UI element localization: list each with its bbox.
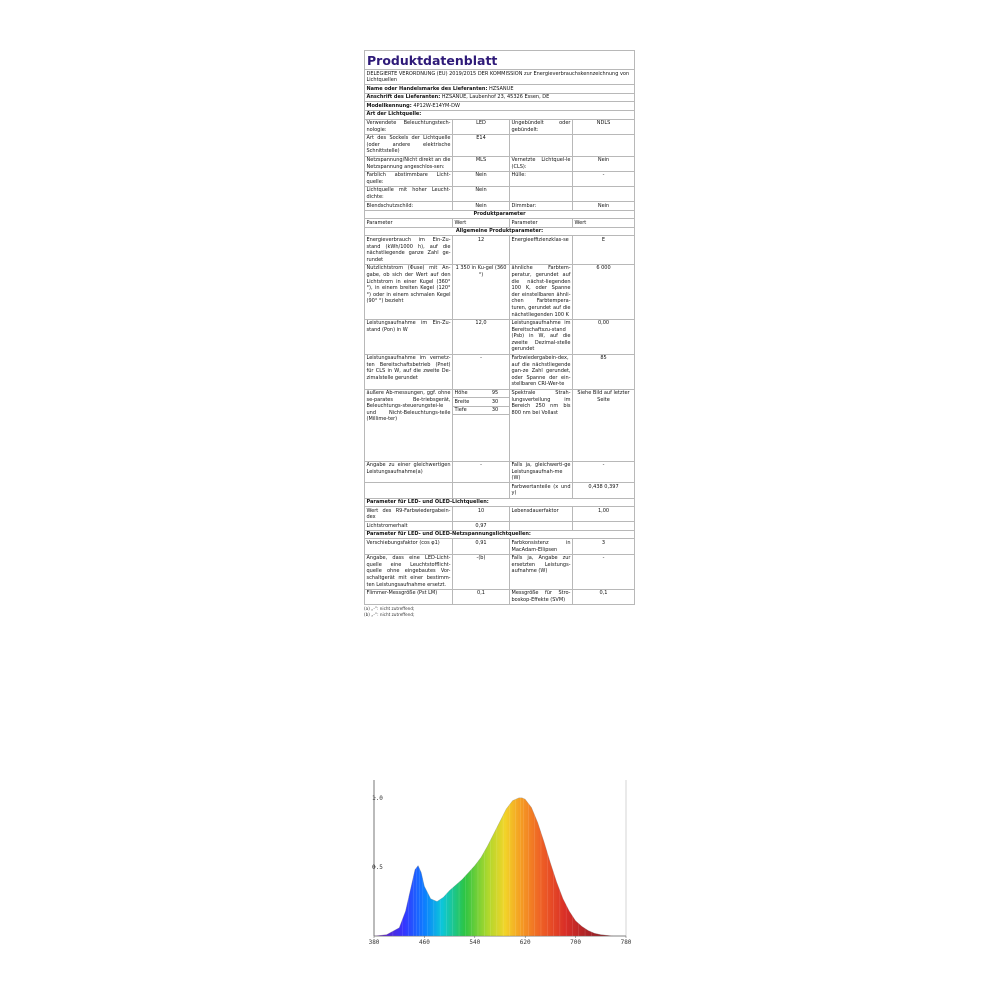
supplier-value: HZSANUE xyxy=(489,85,514,92)
param-label: Wert des R9-Farbwiedergabein-dex xyxy=(366,507,451,521)
regulation-text: DELEGIERTE VERORDNUNG (EU) 2019/2015 DER KOMMISSION zur Energieverbrauchskennzeichnung von Lichtquellen xyxy=(365,70,635,85)
table-row xyxy=(365,227,635,236)
param-value: 6 000 xyxy=(573,264,635,319)
general-header: Allgemeine Produktparameter: xyxy=(365,227,635,236)
param-label: Farbwiedergabein-dex, auf die nächstliegende gan-ze Zahl gerundet, oder Spanne der ein-stellbaren CRI-Wer-te xyxy=(511,355,571,388)
table-row xyxy=(365,210,635,219)
param-value: 0,97 xyxy=(453,522,510,531)
param-label xyxy=(510,522,573,531)
table-row xyxy=(365,219,635,228)
dimension-value: 95 xyxy=(481,390,509,398)
table-row xyxy=(365,264,635,319)
table-row xyxy=(365,202,635,211)
param-label xyxy=(510,186,573,201)
address-value: HZSANUE, Laubenhof 23, 45326 Essen, DE xyxy=(441,94,550,101)
table-row xyxy=(365,530,635,539)
param-label: Lichtquelle mit hoher Leucht-dichte: xyxy=(366,187,451,200)
param-label: ähnliche Farbtem-peratur, gerundet auf die nächst-liegenden 100 K, oder Spanne der einstellbaren ähnli-chen Farbtempera-turen, gerundet auf die nächstliegenden 100 K xyxy=(511,265,571,318)
table-row xyxy=(365,51,635,70)
x-tick-label: 540 xyxy=(469,939,481,946)
col-header-value: Wert xyxy=(573,219,635,228)
table-row xyxy=(365,70,635,85)
param-label: Lebensdauerfaktor xyxy=(510,507,573,522)
datasheet xyxy=(364,50,634,618)
table-row xyxy=(365,134,635,156)
param-value: 85 xyxy=(573,354,635,389)
param-label: Farblich abstimmbare Licht-quelle: xyxy=(366,172,451,185)
spectrum-chart xyxy=(364,776,634,946)
type-header: Art der Lichtquelle: xyxy=(365,110,635,119)
param-label: Angabe, dass eine LED-Licht-quelle eine Leuchtstofflicht-quelle ohne eingebautes Vor-schaltgerät mit einer bestimm-ten Leistungsaufnahme ersetzt. xyxy=(366,555,451,588)
col-header-param: Parameter xyxy=(365,219,453,228)
x-tick-label: 380 xyxy=(368,939,380,946)
table-row xyxy=(365,93,635,102)
param-label: Blendschutzschild: xyxy=(365,202,453,211)
address-row xyxy=(365,93,635,102)
param-value: E14 xyxy=(453,134,510,156)
product-table xyxy=(364,50,635,605)
param-label: Netzspannung/Nicht direkt an die Netzspannung angeschlos-sen: xyxy=(366,157,451,170)
param-value: 1 350 in Ku-gel (360 °) xyxy=(453,264,510,319)
param-label: Leistungsaufnahme im Ein-Zu-stand (Pon) in W xyxy=(365,319,453,354)
table-row xyxy=(365,119,635,134)
table-row xyxy=(365,539,635,554)
dimension-value: 30 xyxy=(481,398,509,407)
param-value: 0,91 xyxy=(453,539,510,554)
footnote-a: (a) „-“: nicht zutreffend; xyxy=(364,605,415,611)
param-value xyxy=(573,186,635,201)
table-row xyxy=(365,498,635,507)
param-value: - xyxy=(573,554,635,589)
param-label: Hülle: xyxy=(510,171,573,186)
param-value: -(b) xyxy=(453,554,510,589)
footnote-b: (b) „-“: nicht zutreffend; xyxy=(364,611,415,617)
table-row xyxy=(365,461,635,483)
param-value: MLS xyxy=(453,156,510,171)
table-row xyxy=(365,110,635,119)
param-label: Vernetzte Lichtquel-le (CLS): xyxy=(511,157,571,170)
dimension-label: Tiefe xyxy=(453,406,481,415)
dimension-label: Breite xyxy=(453,398,481,407)
table-row xyxy=(365,354,635,389)
param-label: Farbkonsistenz in MacAdam-Ellipsen xyxy=(511,539,571,553)
model-value: 4P12W-E14YM-DW xyxy=(413,102,460,109)
param-label xyxy=(510,134,573,156)
param-label: Flimmer-Messgröße (Pst LM) xyxy=(365,589,453,604)
param-value: - xyxy=(453,354,510,389)
dimensions-label: äußere Ab-messungen, ggf. ohne se-parates Be-triebsgerät, Beleuchtungs-steuerungstei-le und Nicht-Beleuchtungs-teile (Millime-ter) xyxy=(365,389,453,461)
param-value: 0,1 xyxy=(573,589,635,604)
table-row xyxy=(365,236,635,264)
param-value xyxy=(453,483,510,498)
x-tick-label: 780 xyxy=(620,939,632,946)
param-value: NDLS xyxy=(573,119,635,134)
param-label: Leistungsaufnahme im vernetz-ten Bereitschaftsbetrieb (Pnet) für CLS in W, auf die zweite De-zimalstelle gerundet xyxy=(365,354,453,389)
dimension-row xyxy=(453,398,509,407)
address-label: Anschrift des Lieferanten: xyxy=(366,94,441,101)
dimension-row xyxy=(453,406,509,415)
param-value xyxy=(573,134,635,156)
col-header-value: Wert xyxy=(453,219,510,228)
param-label: Falls ja, Angabe zur ersetzten Leistungs-aufnahme (W) xyxy=(510,554,573,589)
param-label: Leistungsaufnahme im Bereitschaftszu-stand (Psb) in W, auf die zweite Dezimal-stelle gerundet xyxy=(511,320,571,353)
x-tick-label: 700 xyxy=(570,939,582,946)
dimensions-values xyxy=(453,389,510,461)
param-value: LED xyxy=(453,119,510,134)
table-row xyxy=(365,554,635,589)
table-row xyxy=(365,102,635,111)
param-value: 0,1 xyxy=(453,589,510,604)
param-value: 10 xyxy=(453,507,510,522)
param-value: Nein xyxy=(573,156,635,171)
supplier-label: Name oder Handelsmarke des Lieferanten: xyxy=(366,85,488,92)
param-value: 12,0 xyxy=(453,319,510,354)
spectral-label: Spektrale Strah-lungsverteilung im Bereich 250 nm bis 800 nm bei Vollast xyxy=(510,389,573,461)
footnotes xyxy=(364,606,634,618)
param-label: Dimmbar: xyxy=(510,202,573,211)
x-tick-label: 460 xyxy=(418,939,430,946)
mains-header: Parameter für LED- und OLED-Netzspannungslichtquellen: xyxy=(365,530,635,539)
param-value: 0,438 0,397 xyxy=(573,483,635,498)
model-label: Modellkennung: xyxy=(366,102,412,109)
param-value: 3 xyxy=(573,539,635,554)
param-label: Falls ja, gleichwerti-ge Leistungsaufnah-me (W) xyxy=(511,462,571,482)
col-header-param: Parameter xyxy=(510,219,573,228)
led-header: Parameter für LED- und OLED-Lichtquellen: xyxy=(365,498,635,507)
table-row xyxy=(365,589,635,604)
spectral-value: Siehe Bild auf letzter Seite xyxy=(573,389,635,461)
table-row xyxy=(365,85,635,94)
table-row xyxy=(365,522,635,531)
table-row xyxy=(365,507,635,522)
table-row xyxy=(365,156,635,171)
param-label: Lichtstromerhalt xyxy=(365,522,453,531)
param-label: Energieeffizienzklas-se xyxy=(510,236,573,264)
param-label: Verschiebungsfaktor (cos φ1) xyxy=(365,539,453,554)
table-row xyxy=(365,186,635,201)
y-tick-label: 0.5 xyxy=(372,863,383,871)
param-label: Ungebündelt oder gebündelt: xyxy=(511,120,571,133)
param-value: - xyxy=(573,461,635,483)
param-value: E xyxy=(573,236,635,264)
param-value: Nein xyxy=(573,202,635,211)
spectrum-area xyxy=(374,798,626,936)
supplier-row xyxy=(365,85,635,94)
param-value: Nein xyxy=(453,202,510,211)
param-value: 0,00 xyxy=(573,319,635,354)
x-tick-label: 620 xyxy=(519,939,531,946)
param-label: Art des Sockels der Lichtquelle (oder andere elektrische Schnittstelle) xyxy=(366,135,451,155)
y-tick-label: 1.0 xyxy=(372,794,383,802)
section-header: Produktparameter xyxy=(365,210,635,219)
param-label: Verwendete Beleuchtungstech-nologie: xyxy=(366,120,451,133)
param-label: Messgröße für Stro-boskop-Effekte (SVM) xyxy=(511,590,571,603)
param-value: - xyxy=(453,461,510,483)
dimensions-subtable xyxy=(453,390,509,416)
param-value: 12 xyxy=(453,236,510,264)
dimension-value: 30 xyxy=(481,406,509,415)
dimension-row xyxy=(453,390,509,398)
param-label: Farbwertanteile (x und y) xyxy=(511,483,571,497)
page-title: Produktdatenblatt xyxy=(365,51,635,70)
param-value: 1,00 xyxy=(573,507,635,522)
param-label: Nutzlichtstrom (Φuse) mit An-gabe, ob sich der Wert auf den Lichtstrom in einer Kugel (360° °), in einem breiten Kegel (120° °) oder in einem schmalen Kegel (90° °) bezieht xyxy=(365,264,453,319)
param-value: Nein xyxy=(453,171,510,186)
dimension-label: Höhe xyxy=(453,390,481,398)
table-row xyxy=(365,483,635,498)
model-row xyxy=(365,102,635,111)
param-label: Energieverbrauch im Ein-Zu-stand (kWh/1000 h), auf die nächstliegende ganze Zahl ge-rundet xyxy=(366,236,451,263)
param-label xyxy=(365,483,453,498)
param-value: - xyxy=(573,171,635,186)
table-row xyxy=(365,171,635,186)
table-row xyxy=(365,319,635,354)
param-value xyxy=(573,522,635,531)
param-value: Nein xyxy=(453,186,510,201)
param-label: Angabe zu einer gleichwertigen Leistungsaufnahme(a) xyxy=(365,461,453,483)
